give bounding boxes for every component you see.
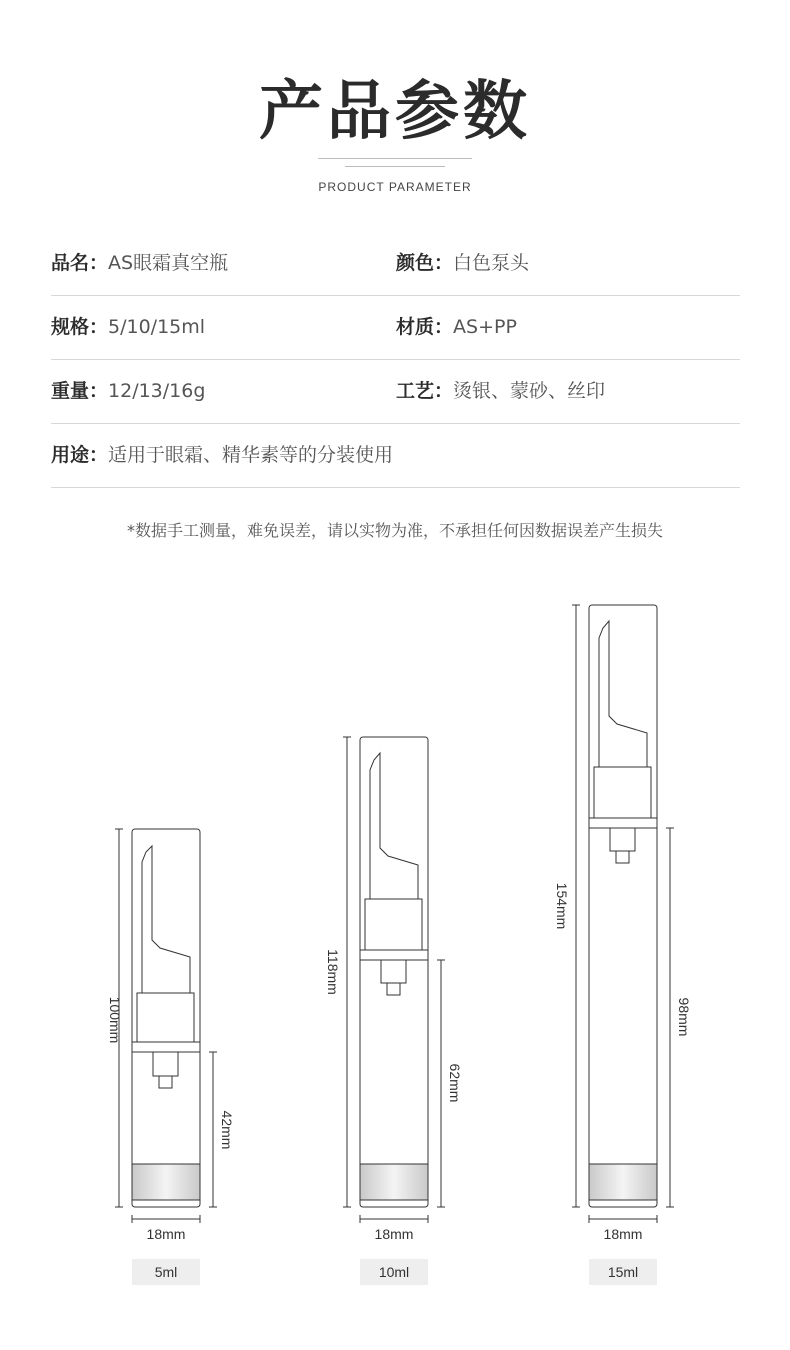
height-label-15ml: 154mm xyxy=(554,882,570,930)
lower-height-label-5ml: 42mm xyxy=(219,1110,235,1150)
lower-height-label-15ml: 98mm xyxy=(676,997,692,1037)
width-label-5ml: 18mm xyxy=(146,1226,186,1242)
height-label-10ml: 118mm xyxy=(325,949,341,995)
spec-weight: 重量：12/13/16g xyxy=(51,380,206,402)
capacity-label-5ml: 5ml xyxy=(132,1259,200,1285)
spec-usage: 用途：适用于眼霜、精华素等的分装使用 xyxy=(51,444,394,466)
height-label-5ml: 100mm xyxy=(107,996,123,1044)
lower-height-label-10ml: 62mm xyxy=(447,1063,463,1103)
bottle-5ml xyxy=(115,829,217,1223)
spec-size: 规格：5/10/15ml xyxy=(51,316,206,338)
bottle-10ml xyxy=(343,737,445,1223)
disclaimer-note: *数据手工测量，难免误差，请以实物为准，不承担任何因数据误差产生损失 xyxy=(126,521,663,540)
page-title: 产品参数 xyxy=(259,75,531,149)
width-label-10ml: 18mm xyxy=(374,1226,414,1242)
capacity-label-15ml: 15ml xyxy=(589,1259,657,1285)
spec-craft: 工艺：烫银、蒙砂、丝印 xyxy=(396,380,606,402)
capacity-label-10ml: 10ml xyxy=(360,1259,428,1285)
bottle-15ml xyxy=(572,605,674,1223)
spec-color: 颜色：白色泵头 xyxy=(396,252,530,274)
spec-name: 品名：AS眼霜真空瓶 xyxy=(51,252,229,274)
spec-material: 材质：AS+PP xyxy=(396,316,517,338)
width-label-15ml: 18mm xyxy=(603,1226,643,1242)
page-subtitle: PRODUCT PARAMETER xyxy=(318,180,472,194)
